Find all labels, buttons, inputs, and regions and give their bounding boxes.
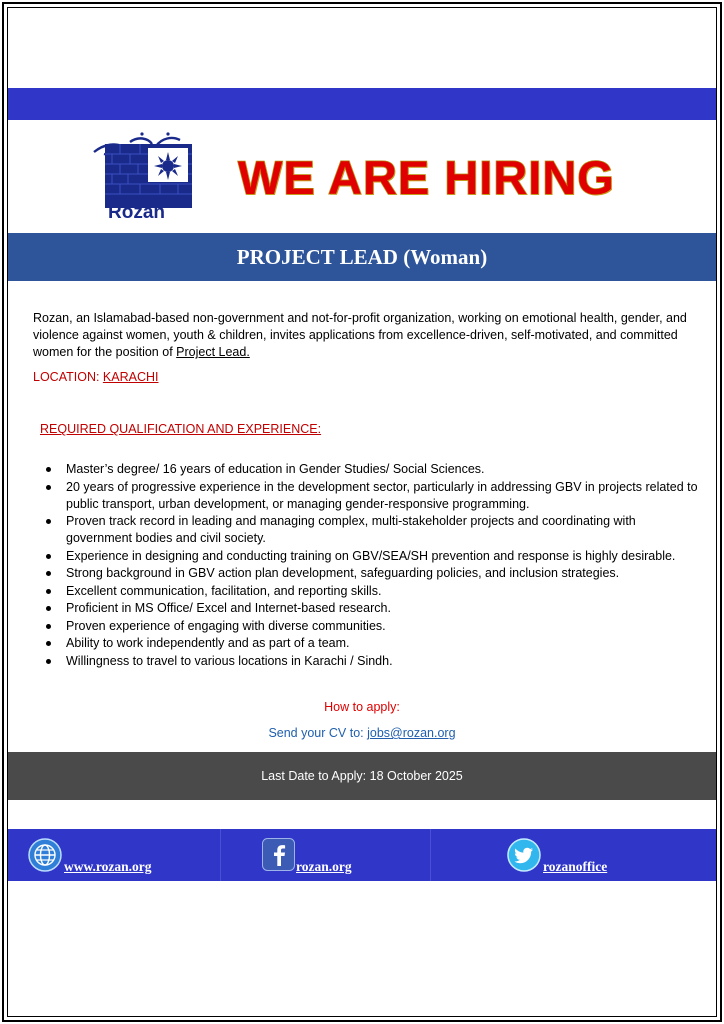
send-cv-label: Send your CV to:: [268, 726, 368, 740]
list-item: Proficient in MS Office/ Excel and Internet-based research.: [44, 600, 704, 617]
top-blue-band: [8, 88, 716, 120]
list-item: Proven track record in leading and managing complex, multi-stakeholder projects and coordinating with government bodies and civil society.: [44, 513, 704, 547]
deadline-text: Last Date to Apply: 18 October 2025: [261, 769, 463, 783]
globe-icon[interactable]: [28, 838, 62, 872]
position-title-bar: [8, 233, 716, 281]
logo-wordmark: Rozan: [108, 202, 165, 223]
facebook-icon[interactable]: [262, 838, 295, 871]
email-link[interactable]: jobs@rozan.org: [367, 726, 456, 740]
qualifications-heading: REQUIRED QUALIFICATION AND EXPERIENCE:: [40, 422, 322, 436]
position-title: PROJECT LEAD (Woman): [236, 244, 488, 269]
list-item: Strong background in GBV action plan development, safeguarding policies, and inclusion strategies.: [44, 565, 704, 582]
footer-divider: [430, 829, 431, 881]
qualifications-list: [44, 461, 704, 670]
list-item: Willingness to travel to various locations in Karachi / Sindh.: [44, 653, 704, 670]
location-value: KARACHI: [102, 370, 159, 384]
footer-divider: [220, 829, 221, 881]
list-item: 20 years of progressive experience in the development sector, particularly in addressing GBV in projects related to public transport, urban development, or managing gender-responsive programming.: [44, 479, 704, 513]
list-item: Excellent communication, facilitation, and reporting skills.: [44, 583, 704, 600]
website-link[interactable]: www.rozan.org: [64, 859, 152, 874]
location-line: [33, 370, 159, 384]
list-item: Master’s degree/ 16 years of education in Gender Studies/ Social Sciences.: [44, 461, 704, 478]
hiring-headline: WE ARE HIRING: [238, 151, 615, 204]
list-item: Experience in designing and conducting training on GBV/SEA/SH prevention and response is highly desirable.: [44, 548, 704, 565]
twitter-icon[interactable]: [507, 838, 541, 872]
intro-paragraph: [33, 310, 698, 361]
twitter-link[interactable]: rozanoffice: [543, 859, 608, 874]
location-label: LOCATION:: [33, 370, 103, 384]
list-item: Proven experience of engaging with diverse communities.: [44, 618, 704, 635]
footer-bar: [8, 829, 716, 881]
role-link: Project Lead.: [176, 345, 250, 359]
deadline-bar: [8, 752, 716, 800]
send-cv-line: [0, 726, 724, 740]
intro-text: Rozan, an Islamabad-based non-government and not-for-profit organization, working on emotional health, gender, and violence against women, youth & children, invites applications from excellence-driven, self-motivated, and committed women for the position of: [33, 311, 687, 359]
facebook-link[interactable]: rozan.org: [296, 859, 352, 874]
how-to-apply-heading: How to apply:: [324, 700, 400, 714]
list-item: Ability to work independently and as part of a team.: [44, 635, 704, 652]
